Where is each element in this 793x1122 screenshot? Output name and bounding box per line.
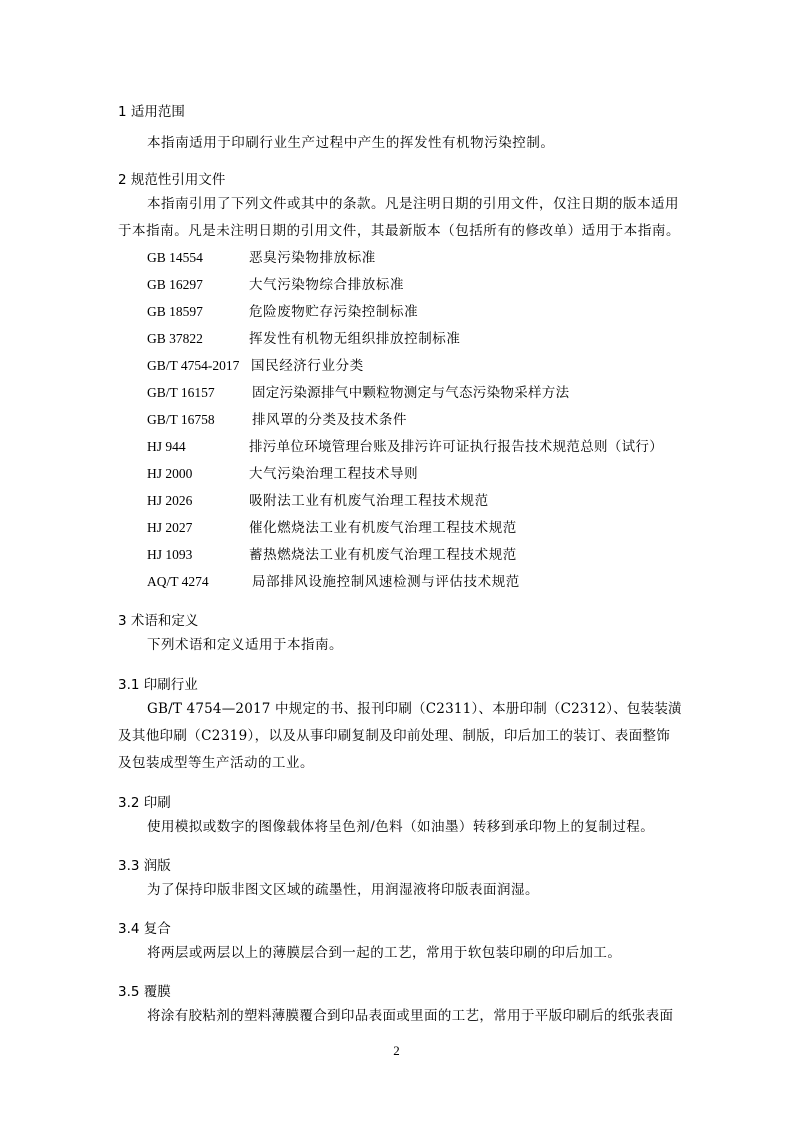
section-3-4-body: 将两层或两层以上的薄膜层合到一起的工艺，常用于软包装印刷的印后加工。 bbox=[147, 945, 622, 961]
reference-code: HJ 2000 bbox=[147, 466, 193, 481]
reference-code: GB 14554 bbox=[147, 250, 203, 265]
reference-title: 催化燃烧法工业有机废气治理工程技术规范 bbox=[249, 520, 517, 536]
reference-code: GB 18597 bbox=[147, 304, 203, 319]
section-3-2-heading: 3.2 印刷 bbox=[118, 795, 171, 811]
reference-title: 排污单位环境管理台账及排污许可证执行报告技术规范总则（试行） bbox=[249, 439, 663, 455]
section-2-body-line-1: 本指南引用了下列文件或其中的条款。凡是注明日期的引用文件，仅注日期的版本适用 bbox=[147, 196, 679, 212]
section-2-heading: 2 规范性引用文件 bbox=[118, 172, 226, 188]
section-3-heading: 3 术语和定义 bbox=[118, 613, 199, 629]
reference-title: 局部排风设施控制风速检测与评估技术规范 bbox=[252, 574, 520, 590]
reference-title: 危险废物贮存污染控制标准 bbox=[249, 304, 419, 320]
reference-code: GB/T 16157 bbox=[147, 385, 215, 400]
reference-title: 排风罩的分类及技术条件 bbox=[252, 412, 408, 428]
section-3-5-body: 将涂有胶粘剂的塑料薄膜覆合到印品表面或里面的工艺，常用于平版印刷后的纸张表面 bbox=[147, 1008, 674, 1024]
reference-code: HJ 2026 bbox=[147, 493, 193, 508]
reference-code: GB 16297 bbox=[147, 277, 203, 292]
reference-title: 吸附法工业有机废气治理工程技术规范 bbox=[249, 493, 489, 509]
section-3-1-heading: 3.1 印刷行业 bbox=[118, 677, 198, 693]
reference-code: HJ 1093 bbox=[147, 547, 193, 562]
reference-title: 大气污染治理工程技术导则 bbox=[249, 466, 419, 482]
reference-title: 恶臭污染物排放标准 bbox=[249, 250, 376, 266]
section-3-1-body-line-1: GB/T 4754—2017 中规定的书、报刊印刷（C2311）、本册印制（C2312）、包装装潢 bbox=[147, 701, 682, 717]
section-1-heading: 1 适用范围 bbox=[118, 104, 185, 120]
section-3-3-heading: 3.3 润版 bbox=[118, 858, 171, 874]
reference-code: HJ 944 bbox=[147, 439, 186, 454]
reference-code: GB/T 16758 bbox=[147, 412, 215, 427]
reference-title: 大气污染物综合排放标准 bbox=[249, 277, 405, 293]
section-3-2-body: 使用模拟或数字的图像载体将呈色剂/色料（如油墨）转移到承印物上的复制过程。 bbox=[147, 819, 655, 835]
reference-code: AQ/T 4274 bbox=[147, 574, 209, 589]
reference-code: GB/T 4754-2017 bbox=[147, 358, 240, 373]
page-number: 2 bbox=[393, 1043, 400, 1058]
reference-code: GB 37822 bbox=[147, 331, 203, 346]
section-3-1-body-line-3: 及包装成型等生产活动的工业。 bbox=[118, 755, 314, 771]
section-3-3-body: 为了保持印版非图文区域的疏墨性，用润湿液将印版表面润湿。 bbox=[147, 882, 539, 898]
section-3-1-body-line-2: 及其他印刷（C2319），以及从事印刷复制及印前处理、制版，印后加工的装订、表面整饰 bbox=[118, 728, 671, 744]
section-1-body: 本指南适用于印刷行业生产过程中产生的挥发性有机物污染控制。 bbox=[147, 135, 555, 151]
reference-title: 挥发性有机物无组织排放控制标准 bbox=[249, 331, 461, 347]
reference-code: HJ 2027 bbox=[147, 520, 193, 535]
section-3-body: 下列术语和定义适用于本指南。 bbox=[147, 637, 343, 653]
section-2-body-line-2: 于本指南。凡是未注明日期的引用文件，其最新版本（包括所有的修改单）适用于本指南。 bbox=[118, 223, 680, 239]
section-3-5-heading: 3.5 覆膜 bbox=[118, 984, 171, 1000]
reference-title: 固定污染源排气中颗粒物测定与气态污染物采样方法 bbox=[252, 385, 570, 401]
section-3-4-heading: 3.4 复合 bbox=[118, 921, 171, 937]
reference-title: 国民经济行业分类 bbox=[251, 358, 364, 374]
reference-title: 蓄热燃烧法工业有机废气治理工程技术规范 bbox=[249, 547, 517, 563]
